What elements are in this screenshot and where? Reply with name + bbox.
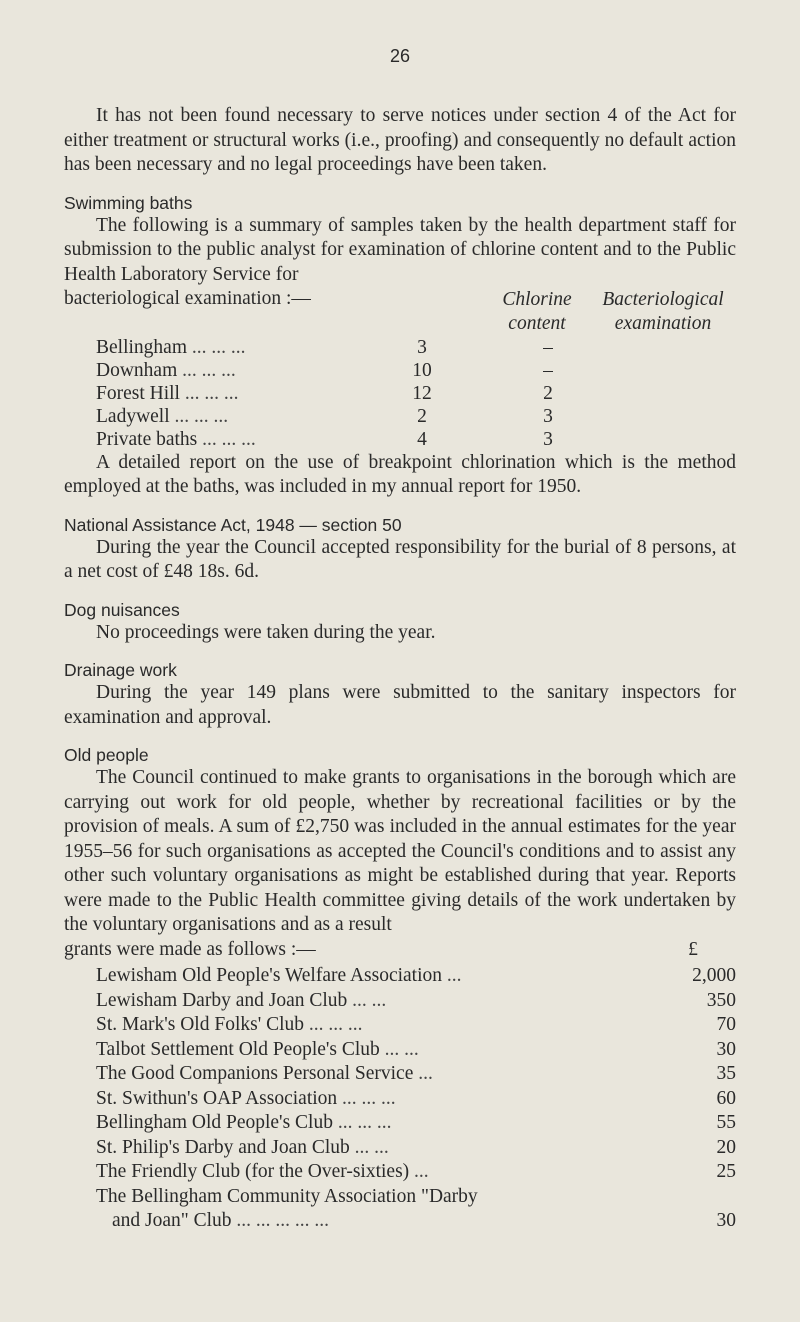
organisation-name: Talbot Settlement Old People's Club	[96, 1038, 380, 1060]
page-body	[64, 104, 736, 1234]
chlorine-value: 10	[412, 359, 432, 381]
drainage-heading: Drainage work	[64, 660, 177, 680]
grant-amount: 30	[716, 1210, 736, 1231]
grant-amount: 350	[706, 989, 736, 1011]
bath-name: Forest Hill	[96, 382, 180, 404]
leader-dots: ...	[446, 965, 462, 986]
leader-dots: ... ... ...	[191, 336, 246, 358]
bacteriological-value: –	[543, 359, 553, 381]
chlorine-value: 2	[417, 405, 427, 427]
grant-amount: 55	[716, 1112, 736, 1133]
organisation-name: St. Swithun's OAP Association	[96, 1087, 338, 1109]
chlorine-column-header: Chlorine	[502, 288, 572, 310]
bacteriological-value: –	[543, 336, 553, 358]
grant-amount: 30	[716, 1038, 736, 1060]
chlorine-value: 12	[412, 382, 432, 404]
list-item	[64, 1087, 736, 1112]
organisation-name-continued: and Joan" Club	[112, 1210, 232, 1231]
old-people-heading: Old people	[64, 745, 149, 765]
bath-name: Bellingham	[96, 336, 187, 358]
list-item	[64, 1111, 736, 1136]
organisation-name: Bellingham Old People's Club	[96, 1112, 333, 1133]
grants-intro-line: grants were made as follows :—	[64, 938, 316, 960]
dog-nuisances-paragraph: No proceedings were taken during the year.	[96, 621, 436, 643]
organisation-name: St. Mark's Old Folks' Club	[96, 1014, 305, 1035]
grant-amount: 60	[716, 1087, 736, 1109]
leader-dots: ... ... ...	[182, 359, 236, 381]
grant-amount: 25	[716, 1161, 736, 1182]
swimming-heading: Swimming baths	[64, 192, 193, 213]
organisation-name: The Good Companions Personal Service	[96, 1063, 414, 1084]
organisation-name: The Friendly Club (for the Over-sixties)	[96, 1161, 410, 1182]
list-item	[64, 1160, 736, 1185]
swimming-table-header	[64, 287, 736, 312]
bacteriological-column-header: Bacteriological	[602, 288, 724, 310]
list-item	[64, 964, 736, 989]
list-item	[64, 989, 736, 1014]
leader-dots: ...	[414, 1161, 429, 1182]
swimming-paragraph: The following is a summary of samples taken by the health department staff for submission to the public analyst for examination of chlorine content and to the Public Health Laboratory Service for	[64, 214, 736, 285]
breakpoint-note: A detailed report on the use of breakpoint chlorination which is the method employed at the baths, was included in my annual report for 1950.	[64, 451, 736, 497]
drainage-paragraph: During the year 149 plans were submitted to the sanitary inspectors for examination and approval.	[64, 682, 736, 728]
organisation-name: St. Philip's Darby and Joan Club	[96, 1136, 350, 1158]
list-item	[64, 1209, 736, 1234]
leader-dots: ... ... ...	[308, 1014, 363, 1035]
bacteriological-column-subheader: examination	[614, 312, 712, 334]
national-assistance-heading: National Assistance Act, 1948 — section 50	[64, 514, 402, 535]
bath-name: Ladywell	[96, 405, 170, 427]
page-number: 26	[389, 46, 411, 66]
bacteriological-value: 3	[543, 405, 553, 427]
list-item	[64, 1136, 736, 1161]
grant-amount: 70	[716, 1014, 736, 1035]
grants-list	[64, 964, 736, 1234]
swimming-table	[64, 336, 736, 451]
table-row	[64, 336, 736, 359]
list-item	[64, 1013, 736, 1038]
leader-dots: ... ...	[352, 989, 387, 1011]
grants-header	[64, 938, 736, 963]
leader-dots: ...	[418, 1063, 433, 1084]
table-row	[64, 382, 736, 405]
list-item	[64, 1038, 736, 1063]
grant-amount: 2,000	[692, 965, 736, 986]
table-row	[64, 359, 736, 382]
national-assistance-paragraph: During the year the Council accepted responsibility for the burial of 8 persons, at a net cost of £48 18s. 6d.	[64, 536, 736, 582]
leader-dots: ... ...	[384, 1038, 419, 1060]
dog-nuisances-heading: Dog nuisances	[64, 599, 180, 620]
leader-dots: ... ... ...	[342, 1087, 396, 1109]
grant-amount: 35	[716, 1063, 736, 1084]
leader-dots: ... ...	[354, 1136, 389, 1158]
swimming-table-subheader	[64, 312, 728, 336]
currency-column-header: £	[688, 938, 698, 960]
table-row	[64, 428, 736, 451]
leader-dots: ... ... ...	[184, 382, 239, 404]
leader-dots: ... ... ...	[337, 1112, 392, 1133]
leader-dots: ... ... ... ... ...	[236, 1210, 330, 1231]
table-row	[64, 405, 736, 428]
intro-paragraph: It has not been found necessary to serve notices under section 4 of the Act for either treatment or structural works (i.e., proofing) and consequently no default action has been necessary and no legal proceedings have been taken.	[64, 105, 736, 175]
organisation-name: Lewisham Darby and Joan Club	[96, 989, 348, 1011]
bacteriological-value: 3	[543, 428, 553, 450]
organisation-name: The Bellingham Community Association "Darby	[96, 1185, 478, 1207]
leader-dots: ... ... ...	[202, 428, 256, 450]
chlorine-value: 4	[417, 428, 427, 450]
chlorine-column-subheader: content	[508, 312, 566, 334]
grant-amount: 20	[716, 1136, 736, 1158]
organisation-name: Lewisham Old People's Welfare Association	[96, 965, 443, 986]
leader-dots: ... ... ...	[174, 405, 229, 427]
bacteriological-value: 2	[543, 382, 553, 404]
bath-name: Downham	[96, 359, 178, 381]
bath-name: Private baths	[96, 428, 198, 450]
list-item	[64, 1185, 736, 1210]
chlorine-value: 3	[417, 336, 427, 358]
list-item	[64, 1062, 736, 1087]
old-people-paragraph: The Council continued to make grants to organisations in the borough which are carrying out work for old people, whether by recreational facilities or by the provision of meals. A sum of £2,750 was included in the annual estimates for the year 1955–56 for such organisations as accepted the Council's conditions and to assist any other such voluntary organisations as might be established during that year. Reports were made to the Public Health committee giving details of the work undertaken by the voluntary organisations and as a result	[64, 767, 736, 935]
swimming-last-line: bacteriological examination :—	[64, 288, 311, 309]
